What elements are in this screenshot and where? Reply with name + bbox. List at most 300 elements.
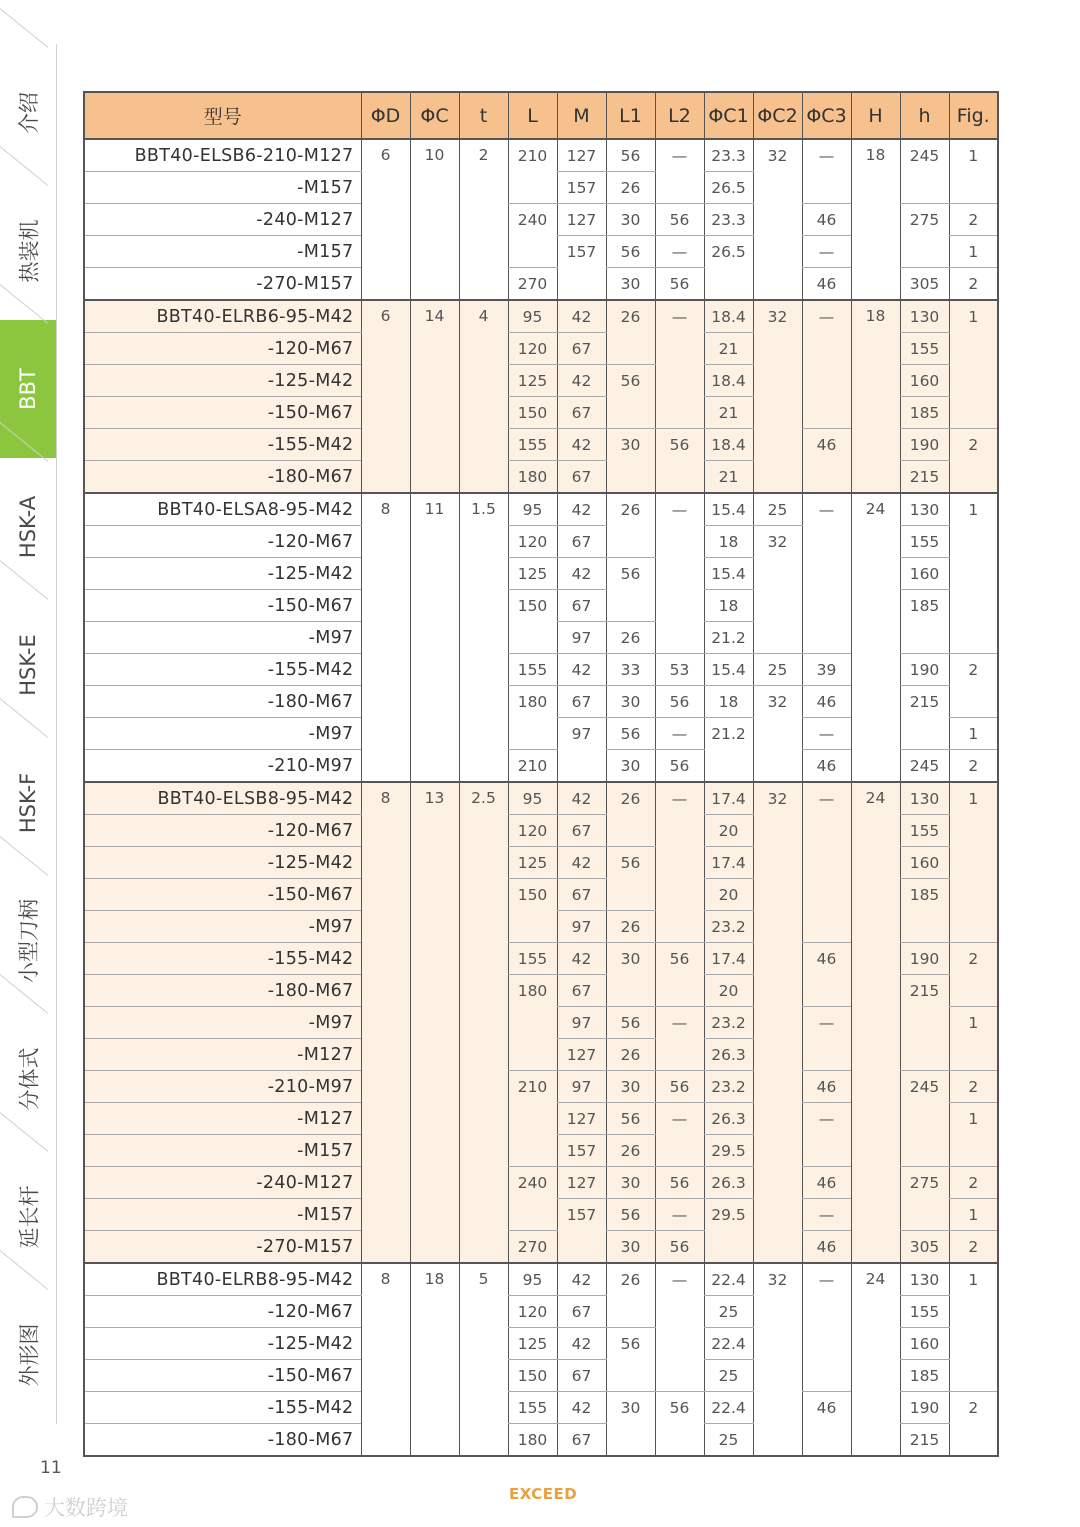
cell-L2: — [655, 493, 704, 526]
cell-M: 127 [557, 1167, 606, 1199]
cell-M: 42 [557, 365, 606, 397]
cell-ΦC3 [802, 815, 851, 847]
side-tab-9[interactable] [0, 1286, 56, 1424]
cell-L1: 26 [606, 300, 655, 333]
side-tab-8[interactable] [0, 1148, 56, 1286]
cell-model: -240-M127 [84, 1167, 361, 1199]
cell-phiC: 10 [410, 139, 459, 300]
cell-L: 150 [508, 1360, 557, 1392]
cell-ΦC3: — [802, 1263, 851, 1296]
cell-M: 42 [557, 654, 606, 686]
cell-ΦC2 [753, 236, 802, 268]
cell-h: 215 [900, 686, 949, 718]
cell-model: -180-M67 [84, 975, 361, 1007]
cell-M: 127 [557, 1103, 606, 1135]
cell-ΦC1: 23.3 [704, 204, 753, 236]
cell-Fig.: 1 [949, 1263, 998, 1296]
cell-Fig.: 2 [949, 268, 998, 301]
cell-ΦC1: 15.4 [704, 654, 753, 686]
cell-H: 24 [851, 782, 900, 1263]
cell-M: 97 [557, 911, 606, 943]
cell-L2 [655, 975, 704, 1007]
cell-h: 155 [900, 526, 949, 558]
cell-L2: 56 [655, 204, 704, 236]
column-header: Fig. [949, 92, 998, 139]
cell-L1: 26 [606, 911, 655, 943]
cell-ΦC1: 23.2 [704, 911, 753, 943]
cell-L1: 56 [606, 558, 655, 590]
cell-ΦC3 [802, 911, 851, 943]
cell-L: 125 [508, 847, 557, 879]
cell-h [900, 236, 949, 268]
cell-H: 18 [851, 300, 900, 493]
cell-M: 42 [557, 1328, 606, 1360]
cell-model: -180-M67 [84, 1424, 361, 1457]
cell-h: 215 [900, 1424, 949, 1457]
cell-L1: 26 [606, 1039, 655, 1071]
cell-L2 [655, 333, 704, 365]
cell-M: 67 [557, 590, 606, 622]
cell-Fig. [949, 365, 998, 397]
cell-ΦC1: 26.5 [704, 172, 753, 204]
cell-L: 180 [508, 461, 557, 494]
cell-L: 125 [508, 1328, 557, 1360]
cell-ΦC2: 32 [753, 782, 802, 815]
column-header: ΦC [410, 92, 459, 139]
cell-L1: 30 [606, 429, 655, 461]
cell-model: -155-M42 [84, 429, 361, 461]
cell-ΦC3 [802, 1135, 851, 1167]
cell-L1: 30 [606, 686, 655, 718]
cell-phiD: 8 [361, 493, 410, 782]
cell-L2 [655, 1296, 704, 1328]
cell-Fig.: 2 [949, 1392, 998, 1424]
cell-L [508, 1199, 557, 1231]
cell-L: 125 [508, 558, 557, 590]
cell-M: 157 [557, 172, 606, 204]
cell-h: 155 [900, 1296, 949, 1328]
cell-L: 95 [508, 782, 557, 815]
cell-ΦC1: 22.4 [704, 1392, 753, 1424]
table-row [84, 139, 998, 172]
cell-L2 [655, 1328, 704, 1360]
cell-model: -125-M42 [84, 558, 361, 590]
cell-ΦC2 [753, 1135, 802, 1167]
cell-ΦC1: 18.4 [704, 429, 753, 461]
cell-L: 180 [508, 975, 557, 1007]
cell-ΦC1: 18.4 [704, 365, 753, 397]
cell-L1: 30 [606, 750, 655, 783]
cell-ΦC2 [753, 397, 802, 429]
cell-L1: 56 [606, 718, 655, 750]
cell-h: 155 [900, 333, 949, 365]
cell-L [508, 236, 557, 268]
cell-model: BBT40-ELRB8-95-M42 [84, 1263, 361, 1296]
cell-L2: — [655, 1007, 704, 1039]
column-header: H [851, 92, 900, 139]
cell-Fig.: 1 [949, 1199, 998, 1231]
side-tab-3[interactable] [0, 458, 56, 596]
cell-ΦC1: 21.2 [704, 718, 753, 750]
cell-M: 42 [557, 558, 606, 590]
cell-M: 42 [557, 1392, 606, 1424]
cell-ΦC1: 22.4 [704, 1263, 753, 1296]
cell-L1: 30 [606, 268, 655, 301]
cell-ΦC3 [802, 622, 851, 654]
cell-M: 127 [557, 139, 606, 172]
cell-ΦC3: 46 [802, 943, 851, 975]
cell-ΦC1: 20 [704, 975, 753, 1007]
cell-ΦC2 [753, 943, 802, 975]
cell-L1 [606, 333, 655, 365]
cell-ΦC2 [753, 1424, 802, 1457]
cell-M: 42 [557, 493, 606, 526]
cell-ΦC2 [753, 815, 802, 847]
cell-ΦC3: — [802, 1103, 851, 1135]
cell-L [508, 911, 557, 943]
brand-logo: EXCEED [509, 1485, 578, 1503]
cell-model: -M127 [84, 1103, 361, 1135]
cell-phiD: 6 [361, 300, 410, 493]
cell-ΦC3: — [802, 300, 851, 333]
cell-M: 97 [557, 1071, 606, 1103]
cell-model: -120-M67 [84, 815, 361, 847]
cell-ΦC2 [753, 590, 802, 622]
cell-ΦC2 [753, 1007, 802, 1039]
cell-L2: — [655, 1103, 704, 1135]
cell-ΦC3: 46 [802, 1071, 851, 1103]
side-tab-0[interactable] [0, 44, 56, 182]
side-tab-label: 外形图 [17, 1323, 41, 1387]
cell-Fig. [949, 1296, 998, 1328]
cell-h [900, 172, 949, 204]
cell-model: -155-M42 [84, 1392, 361, 1424]
cell-Fig.: 1 [949, 782, 998, 815]
cell-h: 190 [900, 429, 949, 461]
cell-ΦC2 [753, 718, 802, 750]
cell-L1: 56 [606, 1103, 655, 1135]
cell-L2: — [655, 139, 704, 172]
cell-Fig.: 2 [949, 1071, 998, 1103]
cell-M: 42 [557, 429, 606, 461]
cell-ΦC3: — [802, 139, 851, 172]
cell-ΦC2 [753, 1039, 802, 1071]
cell-h: 275 [900, 1167, 949, 1199]
cell-M: 42 [557, 782, 606, 815]
cell-Fig.: 1 [949, 718, 998, 750]
cell-ΦC3: — [802, 1199, 851, 1231]
cell-L1: 33 [606, 654, 655, 686]
cell-h: 130 [900, 1263, 949, 1296]
cell-ΦC2 [753, 268, 802, 301]
cell-h: 130 [900, 493, 949, 526]
cell-L [508, 622, 557, 654]
cell-L2: 56 [655, 1392, 704, 1424]
cell-L2 [655, 172, 704, 204]
cell-ΦC1: 26.3 [704, 1167, 753, 1199]
cell-ΦC3 [802, 526, 851, 558]
cell-model: -M157 [84, 1135, 361, 1167]
cell-model: -210-M97 [84, 750, 361, 783]
cell-ΦC1: 21.2 [704, 622, 753, 654]
cell-ΦC3: 39 [802, 654, 851, 686]
cell-ΦC1: 21 [704, 397, 753, 429]
cell-L1: 26 [606, 1263, 655, 1296]
cell-L1: 56 [606, 1199, 655, 1231]
cell-ΦC3: 46 [802, 268, 851, 301]
cell-L: 120 [508, 333, 557, 365]
cell-L2 [655, 1424, 704, 1457]
cell-model: -M157 [84, 172, 361, 204]
cell-ΦC3 [802, 975, 851, 1007]
cell-ΦC3 [802, 879, 851, 911]
cell-ΦC1: 15.4 [704, 558, 753, 590]
cell-L [508, 1007, 557, 1039]
cell-M: 67 [557, 975, 606, 1007]
side-tab-5[interactable] [0, 734, 56, 872]
cell-ΦC1: 17.4 [704, 782, 753, 815]
cell-ΦC2 [753, 1103, 802, 1135]
cell-L1: 56 [606, 365, 655, 397]
side-tab-edge [56, 44, 57, 1424]
cell-ΦC3: 46 [802, 686, 851, 718]
cell-M: 97 [557, 718, 606, 750]
cell-L: 270 [508, 1231, 557, 1264]
cell-M: 42 [557, 300, 606, 333]
cell-h: 160 [900, 558, 949, 590]
cell-L2: 53 [655, 654, 704, 686]
cell-h [900, 1103, 949, 1135]
side-tab-6[interactable] [0, 872, 56, 1010]
column-header: L2 [655, 92, 704, 139]
cell-L1: 26 [606, 172, 655, 204]
cell-M: 67 [557, 397, 606, 429]
cell-ΦC3 [802, 333, 851, 365]
cell-L: 210 [508, 139, 557, 172]
cell-ΦC2 [753, 1167, 802, 1199]
side-tab-label: 介绍 [17, 92, 41, 134]
column-header: L [508, 92, 557, 139]
cell-ΦC1: 25 [704, 1360, 753, 1392]
cell-ΦC1: 21 [704, 461, 753, 494]
cell-Fig. [949, 1039, 998, 1071]
cell-L2 [655, 911, 704, 943]
side-tab-1[interactable] [0, 182, 56, 320]
cell-ΦC2 [753, 1199, 802, 1231]
side-tab-label: HSK-F [16, 772, 41, 834]
cell-h: 185 [900, 397, 949, 429]
cell-ΦC2 [753, 847, 802, 879]
cell-Fig.: 1 [949, 1103, 998, 1135]
cell-ΦC1: 23.3 [704, 139, 753, 172]
cell-ΦC1: 29.5 [704, 1199, 753, 1231]
column-header: ΦC2 [753, 92, 802, 139]
cell-h: 215 [900, 975, 949, 1007]
column-header: ΦC1 [704, 92, 753, 139]
cell-L2: 56 [655, 1071, 704, 1103]
cell-L2: — [655, 1199, 704, 1231]
cell-model: BBT40-ELSA8-95-M42 [84, 493, 361, 526]
side-tab-label: BBT [16, 368, 40, 410]
side-tab-7[interactable] [0, 1010, 56, 1148]
cell-L2: 56 [655, 429, 704, 461]
cell-ΦC3: — [802, 718, 851, 750]
cell-model: -M97 [84, 1007, 361, 1039]
cell-L: 240 [508, 1167, 557, 1199]
cell-L2: — [655, 782, 704, 815]
column-header: L1 [606, 92, 655, 139]
cell-Fig. [949, 558, 998, 590]
cell-model: -180-M67 [84, 686, 361, 718]
column-header: ΦD [361, 92, 410, 139]
cell-L: 120 [508, 1296, 557, 1328]
cell-Fig. [949, 815, 998, 847]
cell-Fig.: 2 [949, 943, 998, 975]
cell-L2: 56 [655, 268, 704, 301]
cell-Fig.: 2 [949, 1167, 998, 1199]
cell-ΦC1 [704, 268, 753, 301]
cell-ΦC3 [802, 397, 851, 429]
cell-M: 157 [557, 1135, 606, 1167]
cell-L2 [655, 847, 704, 879]
cell-ΦC2 [753, 1360, 802, 1392]
cell-L2 [655, 526, 704, 558]
cell-M: 67 [557, 1424, 606, 1457]
column-header: M [557, 92, 606, 139]
cell-Fig. [949, 590, 998, 622]
side-tab-4[interactable] [0, 596, 56, 734]
cell-model: -180-M67 [84, 461, 361, 494]
side-tab-label: HSK-A [16, 495, 41, 559]
cell-model: -M157 [84, 1199, 361, 1231]
cell-t: 1.5 [459, 493, 508, 782]
cell-ΦC3: 46 [802, 204, 851, 236]
cell-ΦC2 [753, 879, 802, 911]
column-header: 型号 [84, 92, 361, 139]
cell-Fig. [949, 1360, 998, 1392]
cell-L: 150 [508, 879, 557, 911]
cell-Fig. [949, 397, 998, 429]
cell-h [900, 911, 949, 943]
cell-L1: 56 [606, 1007, 655, 1039]
cell-L [508, 172, 557, 204]
column-header: ΦC3 [802, 92, 851, 139]
column-header: h [900, 92, 949, 139]
cell-L1 [606, 590, 655, 622]
cell-model: -120-M67 [84, 1296, 361, 1328]
cell-ΦC2 [753, 172, 802, 204]
cell-ΦC3: 46 [802, 1231, 851, 1264]
cell-ΦC2 [753, 975, 802, 1007]
cell-L2: 56 [655, 943, 704, 975]
cell-phiD: 8 [361, 782, 410, 1263]
cell-Fig. [949, 1424, 998, 1457]
cell-Fig.: 1 [949, 300, 998, 333]
cell-model: BBT40-ELSB8-95-M42 [84, 782, 361, 815]
cell-phiC: 14 [410, 300, 459, 493]
cell-L1 [606, 461, 655, 494]
cell-model: -M97 [84, 911, 361, 943]
side-tab-2[interactable] [0, 320, 56, 458]
cell-L1 [606, 1360, 655, 1392]
cell-L2 [655, 365, 704, 397]
cell-h [900, 1135, 949, 1167]
cell-h: 305 [900, 1231, 949, 1264]
cell-ΦC1: 25 [704, 1296, 753, 1328]
cell-ΦC3 [802, 365, 851, 397]
cell-ΦC2 [753, 333, 802, 365]
cell-Fig. [949, 526, 998, 558]
cell-L2 [655, 622, 704, 654]
cell-ΦC2: 32 [753, 526, 802, 558]
table-row [84, 300, 998, 333]
cell-h: 245 [900, 139, 949, 172]
cell-L1: 30 [606, 1071, 655, 1103]
cell-M: 67 [557, 879, 606, 911]
cell-L [508, 718, 557, 750]
cell-Fig. [949, 461, 998, 494]
cell-M: 97 [557, 1007, 606, 1039]
cell-t: 2.5 [459, 782, 508, 1263]
cell-Fig.: 2 [949, 654, 998, 686]
cell-L: 125 [508, 365, 557, 397]
cell-ΦC3 [802, 1039, 851, 1071]
watermark-chat-icon [12, 1496, 38, 1518]
cell-L: 155 [508, 429, 557, 461]
cell-L2 [655, 461, 704, 494]
cell-Fig. [949, 686, 998, 718]
cell-M: 67 [557, 461, 606, 494]
cell-Fig. [949, 975, 998, 1007]
cell-ΦC1 [704, 1231, 753, 1264]
cell-ΦC2 [753, 461, 802, 494]
cell-phiD: 6 [361, 139, 410, 300]
side-tab-label: 延长杆 [17, 1185, 41, 1249]
cell-ΦC2 [753, 1392, 802, 1424]
cell-ΦC1: 18 [704, 686, 753, 718]
cell-model: -155-M42 [84, 943, 361, 975]
cell-ΦC1: 17.4 [704, 943, 753, 975]
table-header-row [84, 92, 998, 139]
cell-h: 160 [900, 1328, 949, 1360]
cell-t: 5 [459, 1263, 508, 1456]
cell-L2: — [655, 236, 704, 268]
cell-model: -M157 [84, 236, 361, 268]
side-tab-label: HSK-E [16, 634, 41, 696]
cell-phiC: 11 [410, 493, 459, 782]
cell-ΦC1: 26.3 [704, 1039, 753, 1071]
cell-ΦC1: 20 [704, 815, 753, 847]
cell-ΦC2 [753, 429, 802, 461]
cell-ΦC2: 32 [753, 1263, 802, 1296]
cell-ΦC3: — [802, 493, 851, 526]
cell-L: 155 [508, 943, 557, 975]
cell-L1 [606, 1296, 655, 1328]
cell-model: BBT40-ELRB6-95-M42 [84, 300, 361, 333]
cell-h: 185 [900, 879, 949, 911]
cell-model: -125-M42 [84, 1328, 361, 1360]
cell-ΦC2 [753, 365, 802, 397]
cell-L1: 56 [606, 236, 655, 268]
cell-L2: 56 [655, 1167, 704, 1199]
cell-ΦC2 [753, 1071, 802, 1103]
cell-model: -120-M67 [84, 333, 361, 365]
cell-ΦC1: 22.4 [704, 1328, 753, 1360]
cell-M [557, 750, 606, 783]
cell-L [508, 1103, 557, 1135]
cell-ΦC2 [753, 750, 802, 783]
cell-M: 127 [557, 204, 606, 236]
